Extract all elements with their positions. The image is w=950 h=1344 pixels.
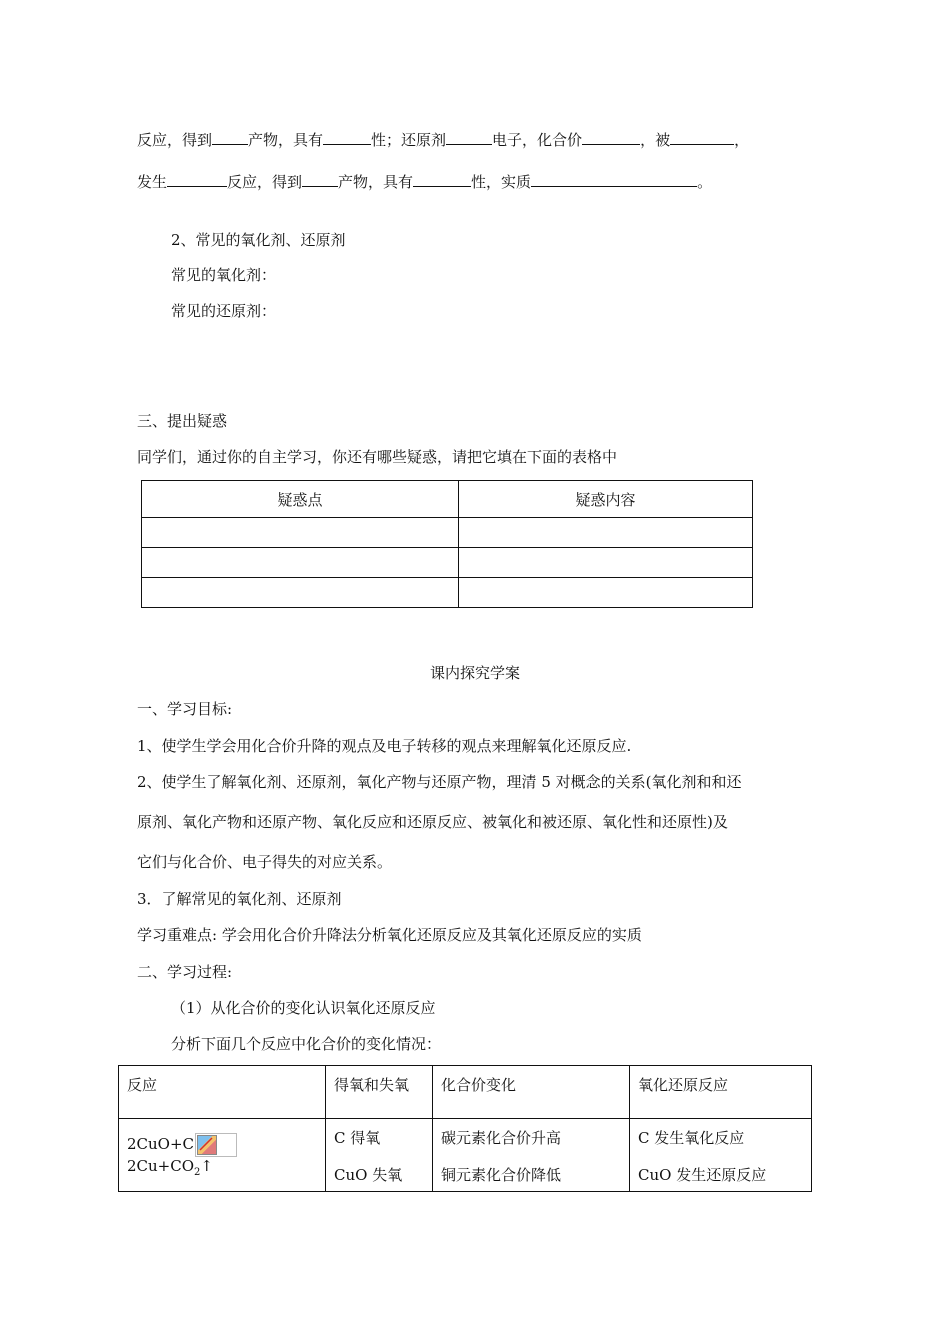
blank-field[interactable]: [302, 170, 338, 187]
process-1-intro: 分析下面几个反应中化合价的变化情况：: [171, 1035, 442, 1053]
process-title: 二、学习过程:: [137, 963, 233, 981]
key-points: 学习重难点: 学会用化合价升降法分析氧化还原反应及其氧化还原反应的实质: [137, 926, 642, 944]
fill-in-line-2: [137, 170, 712, 192]
doubt-content-cell[interactable]: [459, 578, 753, 608]
header-valence: 化合价变化: [433, 1066, 630, 1119]
text-segment: 。: [697, 173, 713, 191]
process-1: （1）从化合价的变化认识氧化还原反应: [171, 999, 436, 1017]
goal-2-line-1: 2、使学生了解氧化剂、还原剂，氧化产物与还原产物，理清 5 对概念的关系(氧化剂和和还: [137, 773, 742, 791]
table-header-row: [119, 1066, 812, 1119]
header-reaction: 反应: [119, 1066, 326, 1119]
section-3-title: 三、提出疑惑: [137, 412, 228, 430]
broken-image-icon: [195, 1133, 237, 1157]
products: 2Cu+CO: [127, 1156, 195, 1175]
text-segment: ，被: [640, 131, 671, 149]
text-segment: 产物，具有: [248, 131, 324, 149]
blank-field[interactable]: [413, 170, 471, 187]
blank-field[interactable]: [531, 170, 697, 187]
reaction-table: [118, 1065, 812, 1192]
redox-cell: [630, 1119, 812, 1192]
goal-1: 1、使学生学会用化合价升降的观点及电子转移的观点来理解氧化还原反应.: [137, 737, 632, 755]
doubt-table: [141, 480, 753, 608]
doubt-point-cell[interactable]: [142, 578, 459, 608]
reductants-label: 常见的还原剂：: [171, 302, 277, 320]
inclass-title: 课内探究学案: [429, 664, 520, 682]
section-3-intro: 同学们，通过你的自主学习，你还有哪些疑惑，请把它填在下面的表格中: [137, 448, 618, 466]
goal-2-line-2: 原剂、氧化产物和还原产物、氧化反应和还原反应、被氧化和被还原、氧化性和还原性)及: [137, 813, 728, 831]
doubt-content-cell[interactable]: [459, 518, 753, 548]
doubt-point-cell[interactable]: [142, 518, 459, 548]
reduction-note: CuO 发生还原反应: [638, 1166, 767, 1184]
text-segment: 性，实质: [471, 173, 532, 191]
header-doubt-point: 疑惑点: [142, 481, 459, 518]
text-segment: 发生: [137, 173, 168, 191]
goal-3: 3．了解常见的氧化剂、还原剂: [137, 890, 342, 908]
item-2-title: 2、常见的氧化剂、还原剂: [171, 231, 346, 249]
oxygen-cell: [326, 1119, 433, 1192]
goal-2-line-3: 它们与化合价、电子得失的对应关系。: [137, 853, 393, 871]
text-segment: 性；还原剂: [371, 131, 447, 149]
header-oxygen: 得氧和失氧: [326, 1066, 433, 1119]
valence-rise: 碳元素化合价升高: [441, 1129, 562, 1147]
text-segment: 反应，得到: [137, 131, 213, 149]
oxidation-note: C 发生氧化反应: [638, 1129, 745, 1147]
text-segment: 反应，得到: [227, 173, 303, 191]
oxygen-loss: CuO 失氧: [334, 1166, 403, 1184]
goals-title: 一、学习目标:: [137, 700, 233, 718]
subscript: 2: [194, 1166, 201, 1178]
table-row: [142, 548, 753, 578]
header-redox: 氧化还原反应: [630, 1066, 812, 1119]
blank-field[interactable]: [582, 128, 640, 145]
table-row: [142, 518, 753, 548]
reactants: 2CuO+C: [127, 1134, 195, 1153]
text-segment: ，: [734, 131, 750, 149]
doubt-content-cell[interactable]: [459, 548, 753, 578]
valence-fall: 铜元素化合价降低: [441, 1166, 562, 1184]
header-doubt-content: 疑惑内容: [459, 481, 753, 518]
text-segment: 电子，化合价: [492, 131, 583, 149]
gas-arrow: ↑: [200, 1156, 213, 1175]
valence-cell: [433, 1119, 630, 1192]
reaction-cell: [119, 1119, 326, 1192]
oxidants-label: 常见的氧化剂：: [171, 266, 277, 284]
blank-field[interactable]: [167, 170, 227, 187]
blank-field[interactable]: [670, 128, 734, 145]
table-row: [142, 578, 753, 608]
table-row: [119, 1119, 812, 1192]
blank-field[interactable]: [446, 128, 492, 145]
table-header-row: [142, 481, 753, 518]
doubt-point-cell[interactable]: [142, 548, 459, 578]
oxygen-gain: C 得氧: [334, 1129, 381, 1147]
blank-field[interactable]: [323, 128, 371, 145]
blank-field[interactable]: [212, 128, 248, 145]
text-segment: 产物，具有: [338, 173, 414, 191]
fill-in-line-1: [137, 128, 749, 150]
